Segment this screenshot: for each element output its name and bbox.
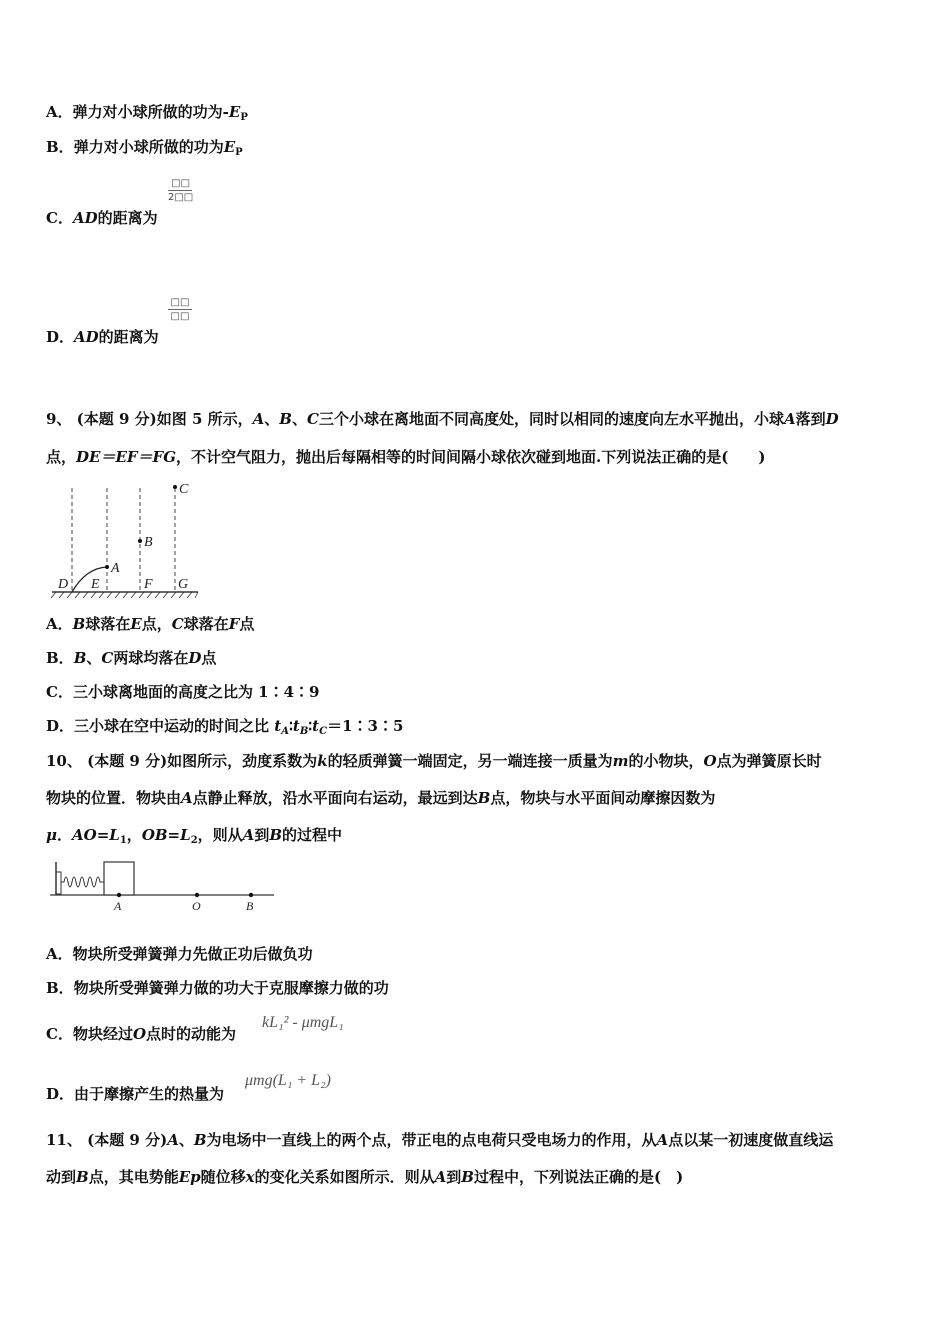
- q10-option-b: B．物块所受弹簧弹力做的功大于克服摩擦力做的功: [46, 979, 389, 997]
- q8-option-d: D．AD的距离为: [46, 328, 159, 346]
- q10-option-d-formula: μmg(L₁ + L₂): [245, 1072, 331, 1089]
- q10-stem-line1: 10、 (本题 9 分)如图所示，劲度系数为k的轻质弹簧一端固定，另一端连接一质量为m的小物块，O点为弹簧原长时: [46, 752, 822, 770]
- q8-option-b: B．弹力对小球所做的功为$E_P$: [46, 138, 243, 158]
- q10-figure: [46, 858, 286, 914]
- point-o: [195, 893, 199, 897]
- q10-option-c-formula: kL₁² - μmgL₁: [262, 1014, 344, 1031]
- q9-stem-line2: 点，DE＝EF＝FG，不计空气阻力，抛出后每隔相等的时间间隔小球依次碰到地面.下列说法正确的是( ): [46, 448, 766, 466]
- q10-option-c: C．物块经过O点时的动能为: [46, 1025, 237, 1043]
- label-g: G: [178, 577, 189, 592]
- label-e: E: [91, 577, 100, 592]
- q10-stem-line3: μ．$AO=L_1$，$OB=L_2$，则从A到B的过程中: [46, 826, 343, 846]
- point-b: [249, 893, 253, 897]
- label-a: A: [111, 561, 120, 576]
- q8-option-a: A．弹力对小球所做的功为$-E_P$: [46, 103, 248, 123]
- label-f: F: [144, 577, 153, 592]
- q10-option-a: A．物块所受弹簧弹力先做正功后做负功: [46, 945, 313, 963]
- q8-option-d-fraction: □□ □□: [168, 297, 192, 322]
- label-d: D: [58, 577, 69, 592]
- label-o: O: [192, 899, 201, 913]
- spring: [61, 877, 104, 887]
- label-a: A: [114, 899, 122, 913]
- q9-option-b: B．B、C两球均落在D点: [46, 649, 217, 667]
- q9-option-d: D．三小球在空中运动的时间之比 $t_A∶t_B∶t_C=1∶3∶5$: [46, 717, 404, 737]
- block: [104, 862, 134, 895]
- ball-a: [105, 565, 109, 569]
- q10-stem-line2: 物块的位置．物块由A点静止释放，沿水平面向右运动，最远到达B点，物块与水平面间动摩擦因数为: [46, 789, 716, 807]
- ball-c: [173, 485, 177, 489]
- label-b: B: [144, 535, 153, 550]
- label-b: B: [246, 899, 254, 913]
- q9-stem-line1: 9、 (本题 9 分)如图 5 所示，A、B、C三个小球在离地面不同高度处，同时以相同的速度向左水平抛出，小球A落到D: [46, 410, 839, 428]
- q11-stem-line2: 动到B点，其电势能Ep随位移x的变化关系如图所示．则从A到B过程中，下列说法正确的是( ): [46, 1168, 684, 1186]
- q8-option-c: C．AD的距离为: [46, 209, 158, 227]
- q9-option-c: C．三小球离地面的高度之比为 1∶4∶9: [46, 683, 320, 701]
- ball-b: [138, 539, 142, 543]
- q9-option-a: A．B球落在E点，C球落在F点: [46, 615, 255, 633]
- q11-stem-line1: 11、 (本题 9 分)A、B为电场中一直线上的两个点，带正电的点电荷只受电场力的作用，从A点以某一初速度做直线运: [46, 1131, 834, 1149]
- label-c: C: [179, 482, 189, 497]
- q10-option-d: D．由于摩擦产生的热量为: [46, 1085, 225, 1103]
- trajectory-a: [72, 567, 107, 592]
- point-a: [117, 893, 121, 897]
- q9-figure: [46, 480, 206, 600]
- q8-option-c-fraction: □□ 2□□: [168, 178, 194, 203]
